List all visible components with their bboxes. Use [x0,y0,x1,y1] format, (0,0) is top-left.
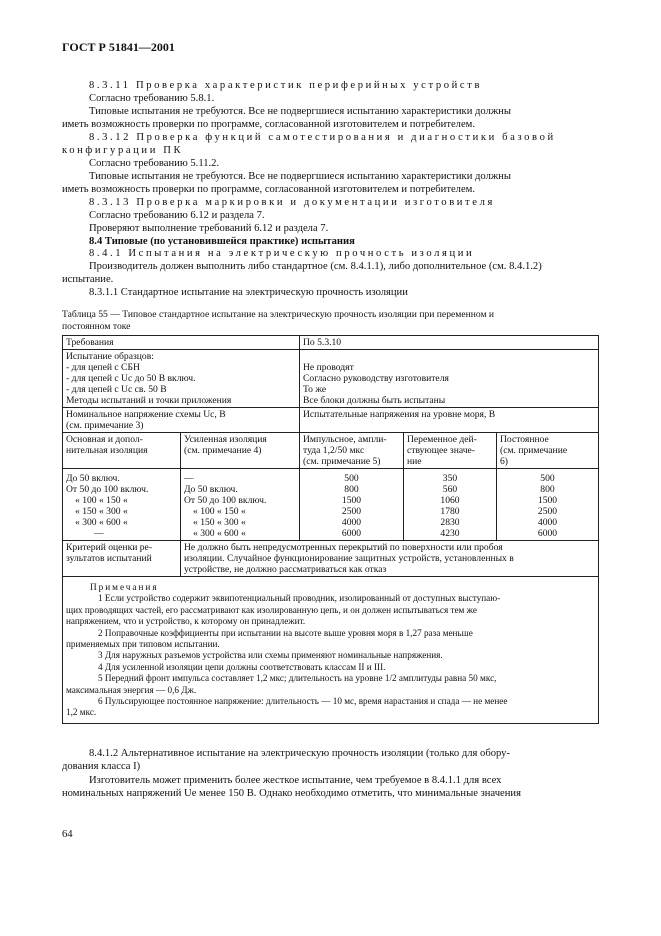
table-row [63,433,599,469]
note-line: 3 Для наружных разъемов устройства или схемы применяют номинальные напряжения. [98,650,443,661]
note-line: 2 Поправочные коэффициенты при испытании на высоте выше уровня моря в 1,27 раза меньше [98,627,473,638]
cell-line: До 50 включ. [184,484,238,495]
paragraph: иметь возможность проверки по программе, согласованной изготовителем и потребителем. [62,119,476,130]
table-cell [181,433,300,469]
cell-value: 800 [540,484,555,495]
note-line: 1 Если устройство содержит эквипотенциальный проводник, изолированный от доступных выступаю- [98,593,501,604]
cell-value: 4000 [341,517,362,528]
table-cell [404,469,497,541]
table-cell [181,469,300,541]
section-heading-8-3-11: 8.3.11 Проверка характеристик периферийных устройств [89,80,483,91]
cell-line: ствующее значе- [407,445,475,456]
paragraph: иметь возможность проверки по программе, согласованной изготовителем и потребителем. [62,184,476,195]
note-line: напряжением, что и устройство, к которому он принадлежит. [66,616,306,627]
cell-line: (см. примечание 4) [184,445,262,456]
cell-value: 2830 [440,517,460,528]
paragraph: 8.4.1.2 Альтернативное испытание на электрическую прочность изоляции (только для обору- [89,748,511,759]
paragraph: номинальных напряжений Ue менее 150 В. Однако необходимо отметить, что минимальные значения [62,788,521,799]
cell-line: устройстве, не должно рассматриваться как отказ [184,564,387,575]
cell-line: ние [407,456,422,467]
paragraph: 8.3.1.1 Стандартное испытание на электрическую прочность изоляции [89,287,408,298]
cell-line: нительная изоляция [66,445,148,456]
paragraph: Типовые испытания не требуются. Все не подвергшиеся испытанию характеристики должны [89,171,511,182]
cell-line: « 300 « 600 « [75,517,128,528]
note-line: 4 Для усиленной изоляции цепи должны соответствовать классам II и III. [98,661,386,672]
table-cell [63,336,300,350]
cell-line: До 50 включ. [66,473,120,484]
cell-line: Методы испытаний и точки приложения [66,395,232,406]
cell-line: Не должно быть непредусмотренных перекрытий по поверхности или пробоя [184,542,503,553]
table-cell [300,350,599,408]
notes-title: Примечания [90,582,159,592]
cell-value: 1060 [440,495,460,506]
table-row [63,541,599,577]
cell-value: 500 [540,473,555,484]
cell-line: Не проводят [303,362,354,373]
section-heading-8-3-12: 8.3.12 Проверка функций самотестирования и диагностики базовой [89,132,556,143]
section-heading-8-4-1: 8.4.1 Испытания на электрическую прочность изоляции [89,248,475,259]
table-cell [300,408,599,433]
note-line: максимальная энергия — 0,6 Дж. [66,684,197,695]
section-heading-8-4: 8.4 Типовые (по установившейся практике) испытания [89,236,355,247]
cell-line: « 100 « 150 « [193,506,246,517]
cell-value: 2500 [341,506,362,517]
table-caption: Таблица 55 — Типовое стандартное испытание на электрическую прочность изоляции при переменном и [62,309,495,320]
cell-value: 1780 [440,506,460,517]
cell-line: « 150 « 300 « [193,517,246,528]
paragraph: Согласно требованию 5.11.2. [89,158,220,169]
table-row [63,408,599,433]
cell-text: Испытательные напряжения на уровне моря, В [303,409,496,420]
cell-value: 350 [442,473,458,484]
cell-text: Требования [66,337,114,348]
table-cell [63,408,300,433]
cell-line: Переменное дей- [407,434,477,445]
cell-line: Основная и допол- [66,434,143,445]
paragraph: Типовые испытания не требуются. Все не подвергшиеся испытанию характеристики должны [89,106,511,117]
table-row [63,350,599,408]
cell-line: Постоянное [500,434,549,445]
page-number: 64 [62,829,73,840]
paragraph: Производитель должен выполнить либо стандартное (см. 8.4.1.1), либо дополнительное (см. 8.4.1.2) [89,261,542,272]
cell-line: То же [303,384,327,395]
cell-line: « 300 « 600 « [193,528,246,539]
cell-line: - для цепей с СБН [66,362,140,373]
cell-line: Импульсное, ампли- [303,434,387,445]
cell-line: - для цепей с Uc св. 50 В [66,384,167,395]
cell-value: 4230 [440,528,460,539]
cell-line: зультатов испытаний [66,553,152,564]
cell-line: - для цепей с Uc до 50 В включ. [66,373,196,384]
paragraph: Согласно требованию 5.8.1. [89,93,215,104]
cell-line: « 150 « 300 « [75,506,128,517]
cell-text: По 5.3.10 [303,337,342,348]
cell-line: 6) [500,456,508,467]
table-cell [63,541,181,577]
cell-line: (см. примечание 3) [66,420,144,431]
cell-line [303,351,595,362]
note-line: 6 Пульсирующее постоянное напряжение: длительность — 10 мс, время нарастания и спада — не менее [98,696,508,707]
cell-line: От 50 до 100 включ. [184,495,267,506]
cell-line: Номинальное напряжение схемы Uc, В [66,409,226,420]
paragraph: испытание. [62,274,114,285]
note-line: 5 Передний фронт импульса составляет 1,2 мкс; длительность на уровне 1/2 амплитуды равна 50 мкс, [98,673,497,684]
cell-value: 2500 [537,506,558,517]
cell-line: Критерий оценки ре- [66,542,153,553]
cell-line: « 100 « 150 « [75,495,128,506]
table-cell [404,433,497,469]
table-cell [300,336,599,350]
test-table [62,335,599,724]
paragraph: дования класса I) [62,761,141,772]
cell-value: 500 [344,473,359,484]
table-row [63,577,599,724]
cell-line: От 50 до 100 включ. [66,484,149,495]
cell-line: Испытание образцов: [66,351,154,362]
cell-line: (см. примечание [500,445,568,456]
cell-value: 6000 [341,528,362,539]
table-cell [63,469,181,541]
document-header: ГОСТ Р 51841—2001 [62,40,175,54]
table-caption: постоянном токе [62,321,131,332]
table-cell [497,433,599,469]
notes-cell [63,577,599,724]
section-heading-cont: конфигурации ПК [62,145,184,156]
table-cell [497,469,599,541]
note-line: 1,2 мкс. [66,707,97,718]
table-cell [181,541,599,577]
table-row [63,336,599,350]
table-cell [63,350,300,408]
cell-line: Все блоки должны быть испытаны [303,395,446,406]
cell-line: — [184,473,194,484]
cell-line: Усиленная изоляция [184,434,267,445]
paragraph: Изготовитель может применить более жесткое испытание, чем требуемое в 8.4.1.1 для всех [89,775,502,786]
cell-value: 6000 [537,528,558,539]
table-cell [63,433,181,469]
note-line: применяемых при типовом испытании. [66,639,220,650]
table-row [63,469,599,541]
cell-line: Согласно руководству изготовителя [303,373,449,384]
table-cell [300,469,404,541]
cell-line: — [94,528,104,539]
paragraph: Согласно требованию 6.12 и раздела 7. [89,210,265,221]
paragraph: Проверяют выполнение требований 6.12 и раздела 7. [89,223,329,234]
note-line: щих проводящих частей, его рассматривают как изолированную цепь, и он должен испытываться тем же [66,604,477,615]
cell-value: 560 [442,484,458,495]
cell-value: 800 [344,484,359,495]
cell-line: изоляции. Случайное функционирование защитных устройств, установленных в [184,553,514,564]
cell-value: 1500 [537,495,558,506]
cell-line: (см. примечание 5) [303,456,381,467]
section-heading-8-3-13: 8.3.13 Проверка маркировки и документации изготовителя [89,197,495,208]
table-cell [300,433,404,469]
cell-line: туда 1,2/50 мкс [303,445,365,456]
cell-value: 1500 [341,495,362,506]
cell-value: 4000 [537,517,558,528]
